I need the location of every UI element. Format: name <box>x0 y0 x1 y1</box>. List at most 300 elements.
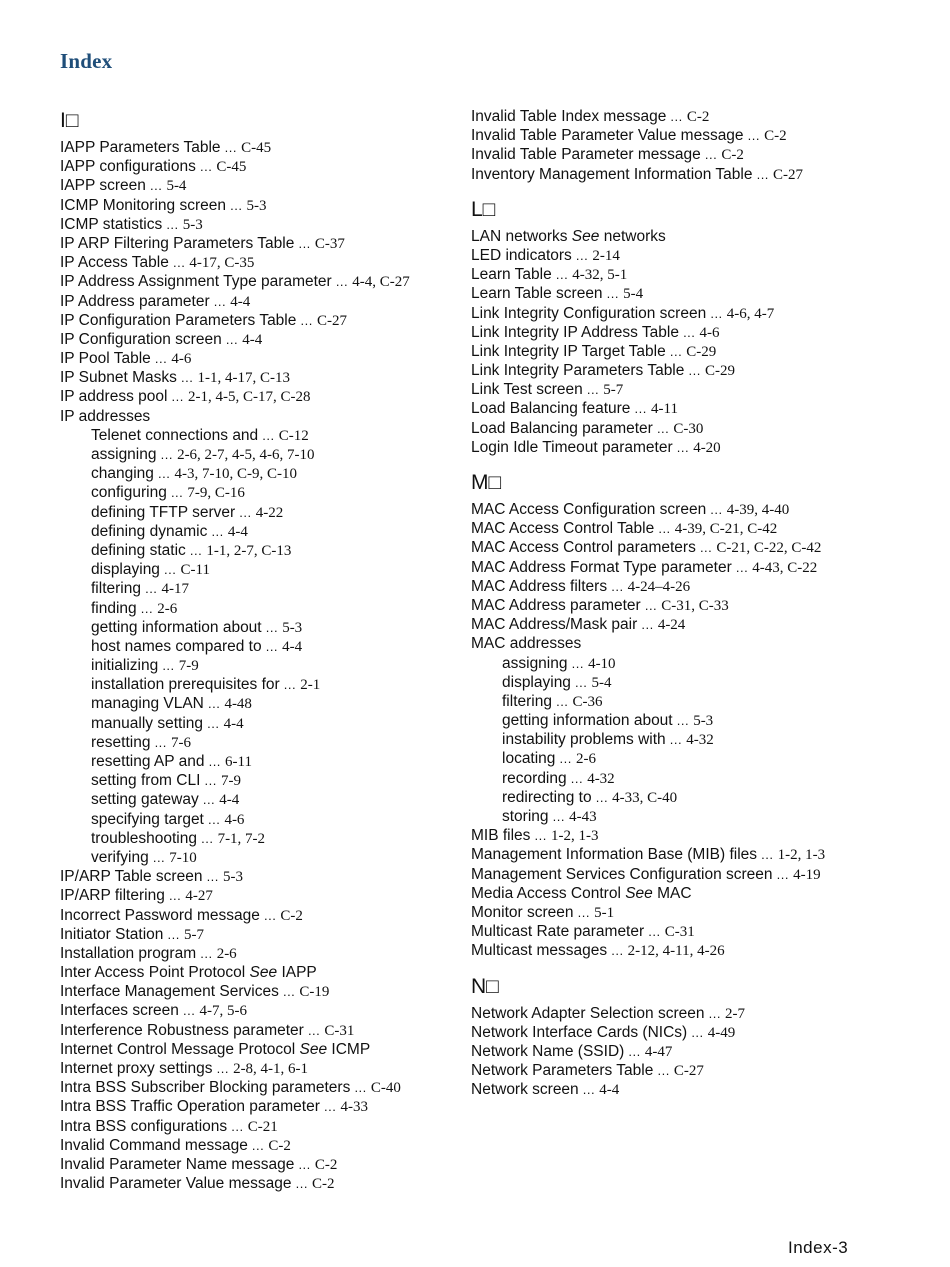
entry-pages: 4-6 <box>224 811 245 828</box>
entry-term: filtering <box>502 692 552 710</box>
leader-dots: ... <box>607 943 628 959</box>
entry-term: filtering <box>91 580 141 598</box>
entry-term: Internet Control Message Protocol <box>60 1040 296 1058</box>
entry-pages: 2-8, 4-1, 6-1 <box>233 1061 309 1077</box>
entry-pages: C-2 <box>314 1156 338 1173</box>
leader-dots: ... <box>706 502 727 517</box>
entry-pages: C-27 <box>316 312 347 329</box>
index-subentry <box>471 788 931 807</box>
entry-pages: 4-17 <box>161 581 190 598</box>
entry-pages: 1-1, 2-7, C-13 <box>206 542 292 559</box>
entry-pages: 2-7 <box>725 1005 746 1022</box>
entry-pages: 2-6, 2-7, 4-5, 4-6, 7-10 <box>177 447 315 463</box>
index-entry <box>60 407 460 426</box>
index-entry <box>471 342 931 361</box>
index-subentry <box>60 522 460 541</box>
entry-term: Link Integrity Parameters Table <box>471 362 685 380</box>
entry-pages: 4-4 <box>223 715 244 732</box>
entry-pages: C-29 <box>686 343 717 360</box>
index-subentry <box>471 692 931 711</box>
entry-pages: 4-4, C-27 <box>352 274 410 291</box>
entry-pages: C-2 <box>312 1176 335 1193</box>
index-subentry <box>60 541 460 560</box>
leader-dots: ... <box>566 770 588 786</box>
leader-dots: ... <box>700 147 722 163</box>
index-entry <box>471 1004 931 1023</box>
leader-dots: ... <box>220 140 242 155</box>
entry-term: MAC Address Format Type parameter <box>471 558 732 576</box>
index-entry <box>60 1097 460 1116</box>
entry-pages: 7-6 <box>171 734 192 751</box>
leader-dots: ... <box>772 866 794 882</box>
entry-pages: 4-10 <box>588 655 616 672</box>
entry-term: Management Services Configuration screen <box>471 865 773 883</box>
index-entry <box>471 1042 931 1061</box>
leader-dots: ... <box>319 1099 341 1115</box>
entry-pages: C-31 <box>324 1022 355 1039</box>
index-subentry <box>60 675 460 694</box>
entry-pages: 7-9 <box>178 658 199 675</box>
entry-pages: C-40 <box>370 1080 401 1097</box>
entry-term: IP/ARP filtering <box>60 887 165 905</box>
index-entry <box>60 1040 460 1059</box>
entry-term: Multicast messages <box>471 942 608 960</box>
leader-dots: ... <box>644 924 665 940</box>
leader-dots: ... <box>571 247 593 263</box>
entry-term: locating <box>502 750 556 768</box>
entry-pages: 4-43, C-22 <box>752 559 818 576</box>
leader-dots: ... <box>294 1156 315 1172</box>
entry-pages: C-21 <box>247 1118 278 1135</box>
entry-pages: C-37 <box>314 235 345 252</box>
entry-term: Network Parameters Table <box>471 1062 654 1080</box>
leader-dots: ... <box>168 255 190 271</box>
index-entry <box>60 982 460 1001</box>
entry-pages: 4-24 <box>657 617 686 634</box>
see-reference: MAC <box>657 884 692 902</box>
see-reference: IAPP <box>281 964 317 982</box>
index-entry <box>60 138 460 157</box>
entry-term: IP Access Table <box>60 254 169 272</box>
leader-dots: ... <box>156 447 178 462</box>
leader-dots: ... <box>624 1043 645 1059</box>
leader-dots: ... <box>145 178 167 194</box>
leader-dots: ... <box>291 1176 313 1192</box>
leader-dots: ... <box>167 389 188 405</box>
entry-term: IP Configuration screen <box>60 330 222 348</box>
index-entry <box>471 107 931 126</box>
index-entry <box>60 215 460 234</box>
entry-pages: 4-47 <box>644 1043 673 1060</box>
entry-term: IP ARP Filtering Parameters Table <box>60 234 295 252</box>
entry-term: resetting <box>91 733 151 751</box>
entry-pages: 4-43 <box>569 809 597 825</box>
entry-pages: C-2 <box>268 1137 291 1154</box>
entry-term: IP Pool Table <box>60 350 151 368</box>
leader-dots: ... <box>731 559 753 575</box>
entry-pages: 5-7 <box>603 382 624 399</box>
entry-pages: 1-2, 1-3 <box>551 828 599 845</box>
index-entry <box>471 884 931 903</box>
index-entry <box>471 903 931 922</box>
leader-dots: ... <box>582 382 604 398</box>
leader-dots: ... <box>166 485 188 501</box>
leader-dots: ... <box>573 904 595 920</box>
see-label: See <box>571 227 600 245</box>
leader-dots: ... <box>279 677 301 693</box>
index-entry <box>60 963 460 982</box>
leader-dots: ... <box>153 466 175 482</box>
leader-dots: ... <box>654 521 675 537</box>
leader-dots: ... <box>150 351 172 367</box>
leader-dots: ... <box>203 715 224 731</box>
index-subentry <box>471 730 931 749</box>
entry-pages: 4-6, 4-7 <box>726 305 775 322</box>
index-entry <box>60 1155 460 1174</box>
entry-term: Interface Management Services <box>60 983 279 1001</box>
page-number: Index-3 <box>788 1238 849 1257</box>
entry-term: defining TFTP server <box>91 503 236 521</box>
entry-pages: 7-1, 7-2 <box>217 830 266 847</box>
leader-dots: ... <box>331 274 353 290</box>
entry-pages: 5-3 <box>693 713 714 730</box>
index-entry <box>60 176 460 195</box>
entry-pages: 5-3 <box>282 619 303 636</box>
index-subentry <box>60 426 460 445</box>
leader-dots: ... <box>607 578 628 594</box>
section-letter-heading: M□ <box>471 471 502 494</box>
entry-term: Management Information Base (MIB) files <box>471 846 758 864</box>
entry-pages: 2-6 <box>576 751 596 768</box>
entry-term: Network screen <box>471 1081 579 1099</box>
index-entry <box>60 944 460 963</box>
entry-pages: C-45 <box>241 140 272 156</box>
index-entry <box>60 906 460 925</box>
leader-dots: ... <box>150 734 172 750</box>
index-entry <box>471 577 931 596</box>
index-subentry <box>471 711 931 730</box>
leader-dots: ... <box>176 370 198 386</box>
leader-dots: ... <box>665 732 687 748</box>
entry-term: IP address pool <box>60 388 168 406</box>
index-entry <box>60 1117 460 1136</box>
entry-term: displaying <box>502 673 571 691</box>
leader-dots: ... <box>261 638 283 654</box>
leader-dots: ... <box>687 1024 708 1040</box>
leader-dots: ... <box>203 696 225 712</box>
index-entry <box>471 419 931 438</box>
index-subentry <box>60 618 460 637</box>
leader-dots: ... <box>303 1022 325 1038</box>
entry-pages: C-2 <box>686 109 710 125</box>
entry-pages: 4-11 <box>651 401 678 418</box>
entry-term: defining dynamic <box>91 522 208 540</box>
page-title: Index <box>60 49 113 73</box>
entry-term: MAC Address/Mask pair <box>471 616 638 634</box>
index-entry <box>471 380 931 399</box>
entry-pages: 6-11 <box>225 754 252 770</box>
index-entry <box>60 1078 460 1097</box>
index-entry <box>471 361 931 380</box>
entry-pages: C-31, C-33 <box>661 597 729 614</box>
index-subentry <box>60 560 460 579</box>
entry-pages: 5-4 <box>623 286 644 303</box>
leader-dots: ... <box>200 773 221 789</box>
index-subentry <box>60 790 460 809</box>
entry-term: LAN networks <box>471 227 568 245</box>
see-reference: networks <box>603 227 666 245</box>
leader-dots: ... <box>695 540 717 556</box>
index-subentry <box>60 810 460 829</box>
leader-dots: ... <box>551 693 573 709</box>
entry-pages: 4-39, C-21, C-42 <box>674 521 778 538</box>
index-entry <box>471 126 931 145</box>
index-subentry <box>60 771 460 790</box>
entry-term: Learn Table screen <box>471 285 603 303</box>
entry-pages: 4-4 <box>599 1082 620 1099</box>
entry-pages: 4-3, 7-10, C-9, C-10 <box>174 466 297 483</box>
leader-dots: ... <box>178 1003 200 1019</box>
leader-dots: ... <box>665 343 687 359</box>
entry-pages: 5-3 <box>246 197 267 214</box>
entry-term: displaying <box>91 561 160 579</box>
index-entry <box>471 865 931 884</box>
entry-pages: C-27 <box>673 1063 704 1080</box>
entry-term: Invalid Table Index message <box>471 108 667 125</box>
entry-pages: 4-17, C-35 <box>189 255 255 272</box>
leader-dots: ... <box>706 305 727 321</box>
leader-dots: ... <box>672 713 694 729</box>
entry-pages: C-2 <box>280 907 303 924</box>
entry-term: Link Test screen <box>471 381 583 399</box>
entry-term: MAC Access Control Table <box>471 520 655 538</box>
index-subentry <box>60 714 460 733</box>
entry-pages: 2-6 <box>157 600 178 617</box>
entry-term: ICMP statistics <box>60 215 163 233</box>
entry-term: IAPP screen <box>60 177 146 195</box>
entry-pages: 7-9, C-16 <box>187 485 245 502</box>
entry-pages: 4-4 <box>219 792 240 809</box>
leader-dots: ... <box>296 312 317 328</box>
leader-dots: ... <box>555 751 576 767</box>
entry-pages: 5-7 <box>183 926 204 943</box>
entry-term: Invalid Parameter Name message <box>60 1155 295 1173</box>
index-entry <box>60 387 460 406</box>
entry-pages: 4-24–4-26 <box>627 578 691 595</box>
entry-pages: C-11 <box>180 562 210 579</box>
entry-term: Invalid Command message <box>60 1136 248 1154</box>
entry-term: Intra BSS Subscriber Blocking parameters <box>60 1079 351 1097</box>
leader-dots: ... <box>530 828 551 844</box>
index-entry <box>60 1059 460 1078</box>
leader-dots: ... <box>221 331 243 347</box>
leader-dots: ... <box>225 197 247 213</box>
entry-term: Invalid Table Parameter message <box>471 146 701 164</box>
entry-pages: 4-32, 5-1 <box>572 267 628 284</box>
entry-pages: 5-4 <box>591 674 612 691</box>
leader-dots: ... <box>591 789 613 805</box>
entry-pages: C-27 <box>773 166 804 183</box>
entry-pages: 4-4 <box>282 638 303 655</box>
entry-pages: 4-7, 5-6 <box>199 1003 247 1020</box>
entry-pages: C-29 <box>704 363 735 380</box>
section-letter-heading: I□ <box>60 109 79 132</box>
entry-term: Incorrect Password message <box>60 906 260 924</box>
index-entry <box>471 246 931 265</box>
index-entry <box>471 399 931 418</box>
entry-term: IAPP configurations <box>60 158 196 176</box>
entry-term: IP Subnet Masks <box>60 369 177 387</box>
entry-term: setting from CLI <box>91 772 201 790</box>
index-entry <box>60 925 460 944</box>
entry-pages: 2-6 <box>216 945 237 962</box>
entry-pages: 5-1 <box>594 904 615 921</box>
entry-pages: 2-1, 4-5, C-17, C-28 <box>188 389 311 406</box>
index-entry <box>60 157 460 176</box>
entry-term: MAC Address parameter <box>471 596 641 614</box>
entry-term: Internet proxy settings <box>60 1060 213 1077</box>
entry-term: Invalid Table Parameter Value message <box>471 127 744 145</box>
index-subentry <box>60 483 460 502</box>
entry-term: Interference Robustness parameter <box>60 1021 304 1039</box>
entry-pages: 2-1 <box>300 677 321 694</box>
leader-dots: ... <box>652 420 674 436</box>
entry-pages: 4-4 <box>227 523 248 540</box>
entry-term: Load Balancing feature <box>471 400 631 418</box>
leader-dots: ... <box>567 655 589 671</box>
index-entry <box>471 558 931 577</box>
entry-pages: 1-2, 1-3 <box>777 847 826 864</box>
leader-dots: ... <box>227 1118 248 1134</box>
index-section <box>471 973 931 1100</box>
index-subentry <box>471 769 931 788</box>
leader-dots: ... <box>209 293 231 309</box>
entry-term: verifying <box>91 848 149 866</box>
leader-dots: ... <box>163 926 184 942</box>
entry-term: Monitor screen <box>471 903 574 921</box>
entry-term: LED indicators <box>471 246 572 264</box>
leader-dots: ... <box>195 159 217 175</box>
entry-term: configuring <box>91 484 167 502</box>
entry-term: assigning <box>91 446 157 463</box>
index-subentry <box>471 654 931 673</box>
index-entry <box>471 634 931 653</box>
entry-term: Intra BSS configurations <box>60 1117 228 1135</box>
index-entry <box>60 867 460 886</box>
index-entry <box>471 145 931 164</box>
index-entry <box>60 196 460 215</box>
index-entry <box>471 323 931 342</box>
leader-dots: ... <box>672 439 694 455</box>
entry-pages: 4-4 <box>242 331 263 348</box>
entry-term: Inventory Management Information Table <box>471 165 753 183</box>
index-entry <box>471 845 931 864</box>
index-entry <box>471 538 931 557</box>
entry-pages: 7-9 <box>220 773 241 790</box>
entry-term: MAC Access Configuration screen <box>471 501 707 518</box>
leader-dots: ... <box>212 1061 234 1076</box>
entry-term: Link Integrity IP Address Table <box>471 323 679 341</box>
leader-dots: ... <box>158 658 179 674</box>
index-subentry <box>60 829 460 848</box>
index-entry <box>471 227 931 246</box>
entry-pages: 2-14 <box>592 247 620 264</box>
entry-pages: C-21, C-22, C-42 <box>716 540 822 557</box>
index-entry <box>60 272 460 291</box>
entry-term: Intra BSS Traffic Operation parameter <box>60 1098 320 1116</box>
section-letter-heading: N□ <box>471 974 499 998</box>
index-entry <box>471 1080 931 1099</box>
entry-term: changing <box>91 465 154 483</box>
entry-term: Initiator Station <box>60 925 164 943</box>
entry-term: managing VLAN <box>91 695 204 713</box>
entry-term: Network Name (SSID) <box>471 1042 625 1060</box>
entry-pages: C-19 <box>299 984 330 1001</box>
leader-dots: ... <box>294 235 315 251</box>
entry-pages: C-45 <box>216 159 247 176</box>
entry-pages: 4-6 <box>171 351 192 368</box>
index-entry <box>60 311 460 330</box>
entry-term: Media Access Control <box>471 884 621 902</box>
index-subentry <box>60 503 460 522</box>
index-subentry <box>60 464 460 483</box>
entry-term: MAC Access Control parameters <box>471 539 696 557</box>
leader-dots: ... <box>278 984 300 1000</box>
see-label: See <box>625 884 653 902</box>
entry-term: IP Address Assignment Type parameter <box>60 273 332 291</box>
index-entry <box>60 234 460 253</box>
leader-dots: ... <box>136 600 158 616</box>
index-entry <box>471 519 931 538</box>
index-subentry <box>471 749 931 768</box>
section-letter-heading: L□ <box>471 197 496 221</box>
entry-pages: 5-4 <box>166 178 187 195</box>
leader-dots: ... <box>207 523 228 539</box>
leader-dots: ... <box>148 849 170 865</box>
entry-pages: 4-6 <box>699 324 720 341</box>
entry-term: Inter Access Point Protocol <box>60 964 246 982</box>
see-label: See <box>299 1040 328 1058</box>
entry-term: ICMP Monitoring screen <box>60 196 226 214</box>
index-subentry <box>60 599 460 618</box>
leader-dots: ... <box>202 869 224 885</box>
entry-pages: 4-48 <box>224 696 252 713</box>
entry-pages: 4-22 <box>255 504 284 521</box>
entry-term: Link Integrity IP Target Table <box>471 342 666 360</box>
index-section <box>471 469 931 961</box>
leader-dots: ... <box>261 619 283 635</box>
entry-term: IP Address parameter <box>60 292 210 310</box>
entry-pages: 4-20 <box>693 439 721 456</box>
index-entry <box>60 368 460 387</box>
entry-pages: C-12 <box>278 427 309 444</box>
leader-dots: ... <box>548 809 570 824</box>
entry-pages: 4-32 <box>587 770 615 787</box>
index-entry <box>471 826 931 845</box>
index-entry <box>471 1061 931 1080</box>
entry-term: IP addresses <box>60 407 151 425</box>
leader-dots: ... <box>204 754 226 769</box>
leader-dots: ... <box>640 597 662 613</box>
index-entry <box>471 265 931 284</box>
index-subentry <box>60 656 460 675</box>
entry-term: Learn Table <box>471 266 552 284</box>
index-entry <box>60 1021 460 1040</box>
entry-term: Load Balancing parameter <box>471 419 653 437</box>
entry-term: Login Idle Timeout parameter <box>471 438 673 456</box>
index-entry <box>471 941 931 960</box>
index-subentry <box>60 752 460 771</box>
